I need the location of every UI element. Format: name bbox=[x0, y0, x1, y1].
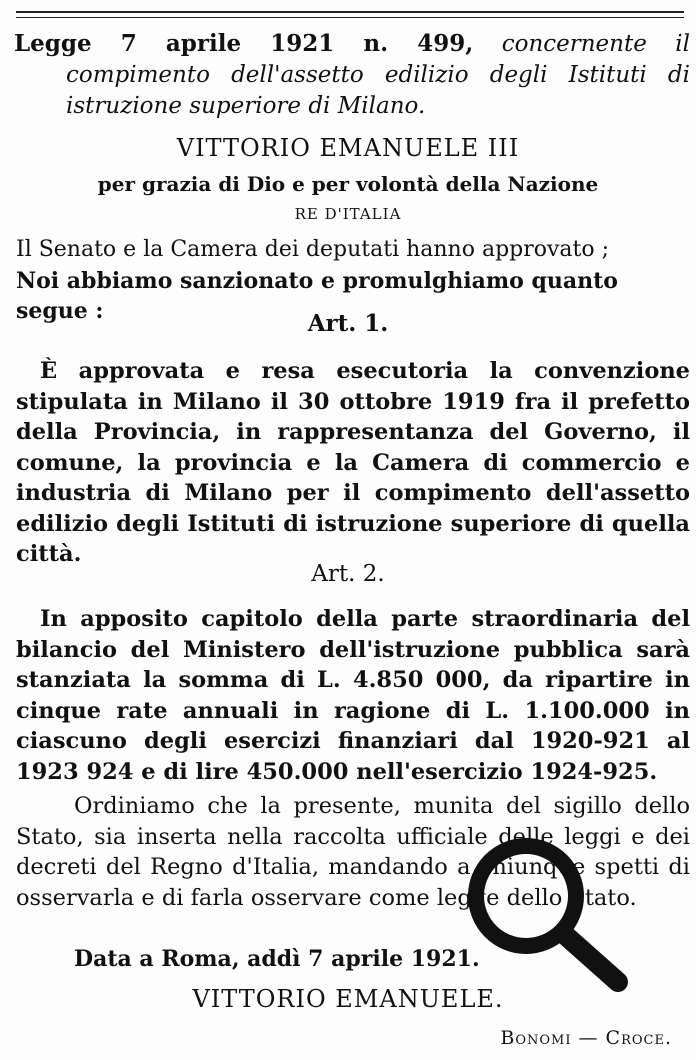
article-2-text: In apposito capitolo della parte straordinaria del bilancio del Ministero dell'istruzione pubblica sarà stanziata la somma di L. 4.850 000, da ripartire in cinque rate annuali in ragione di L. 1.100.000 in ciascuno degli esercizi finanziari dal 1920-921 al 1923 924 e di lire 450.000 nell'esercizio 1924-925. bbox=[16, 606, 690, 785]
sanction-line: Noi abbiamo sanzionato e promulghiamo quanto segue : bbox=[16, 268, 618, 324]
article-1-text: È approvata e resa esecutoria la convenzione stipulata in Milano il 30 ottobre 1919 fra il prefetto della Provincia, in rappresentanza del Governo, il comune, la provincia e la Camera di commercio e industria di Milano per il compimento dell'assetto edilizio degli Istituti di istruzione superiore di quella città. bbox=[16, 358, 690, 567]
king-name: VITTORIO EMANUELE III bbox=[176, 134, 520, 162]
law-title-rest: concernente il compimento dell'assetto edilizio degli Istituti di istruzione superiore di Milano. bbox=[66, 31, 690, 119]
magnifier-icon[interactable] bbox=[458, 830, 638, 995]
law-title-lead: Legge 7 aprile 1921 n. 499, bbox=[14, 30, 474, 57]
top-rule-thin bbox=[16, 17, 684, 18]
law-title-paragraph bbox=[14, 28, 690, 122]
date-line: Data a Roma, addì 7 aprile 1921. bbox=[74, 946, 480, 972]
senate-line: Il Senato e la Camera dei deputati hanno approvato ; bbox=[16, 237, 610, 262]
law-title bbox=[14, 28, 690, 122]
king-of-line: RE D'ITALIA bbox=[294, 205, 402, 223]
order-paragraph: Ordiniamo che la presente, munita del sigillo dello Stato, sia inserta nella raccolta ufficiale delle leggi e dei decreti del Regno d'Italia, mandando a chiunque spetti di osservarla e di farla osservare come legge dello Stato. bbox=[16, 793, 690, 911]
by-grace-line: per grazia di Dio e per volontà della Nazione bbox=[97, 172, 599, 196]
top-rule bbox=[16, 11, 684, 13]
countersignatures: Bonomi — Croce. bbox=[500, 1027, 672, 1049]
article-2-heading: Art. 2. bbox=[311, 561, 385, 587]
article-1-heading: Art. 1. bbox=[307, 310, 389, 337]
signature: VITTORIO EMANUELE. bbox=[192, 985, 504, 1013]
